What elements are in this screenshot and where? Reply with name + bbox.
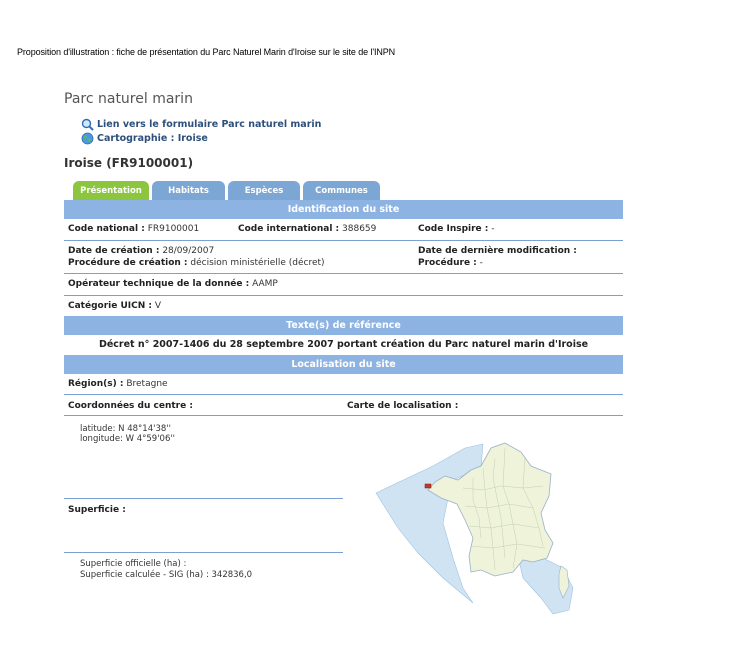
cartographie-link-label[interactable]: Cartographie : Iroise (97, 133, 208, 144)
page-title: Parc naturel marin (64, 91, 193, 107)
region-row (64, 374, 623, 395)
region: Région(s) : Bretagne (68, 379, 168, 389)
codes-row (64, 219, 623, 241)
divider (64, 552, 343, 553)
operateur-row (64, 274, 623, 296)
coords-label: Coordonnées du centre : (68, 401, 193, 411)
date-creation: Date de création : 28/09/2007 (68, 246, 215, 256)
reference-text: Décret n° 2007-1406 du 28 septembre 2007 portant création du Parc naturel marin d'Iroise (98, 339, 589, 350)
tab-especes[interactable]: Espèces (228, 181, 300, 200)
date-modification: Date de dernière modification : (418, 246, 577, 256)
procedure-creation: Procédure de création : décision ministérielle (décret) (68, 258, 325, 268)
site-title: Iroise (FR9100001) (64, 156, 194, 170)
longitude: longitude: W 4°59'06'' (80, 434, 176, 444)
tab-bar (73, 181, 380, 200)
dates-row (64, 241, 623, 274)
reference-header: Texte(s) de référence (64, 316, 623, 335)
categorie-uicn: Catégorie UICN : V (68, 301, 162, 311)
uicn-row (64, 296, 623, 316)
search-icon (81, 118, 94, 131)
code-national: Code national : FR9100001 (68, 224, 200, 234)
reference-row (64, 335, 623, 355)
identification-header: Identification du site (64, 200, 623, 219)
formulaire-link[interactable] (81, 118, 321, 131)
superficie-officielle: Superficie officielle (ha) : (80, 559, 187, 569)
formulaire-link-label[interactable]: Lien vers le formulaire Parc naturel marin (97, 119, 322, 130)
coordinates-block (80, 424, 175, 444)
localisation-map (373, 438, 593, 622)
operateur: Opérateur technique de la donnée : AAMP (68, 279, 278, 289)
tab-presentation[interactable]: Présentation (73, 181, 149, 200)
divider (64, 498, 343, 499)
illustration-caption: Proposition d'illustration : fiche de présentation du Parc Naturel Marin d'Iroise sur le site de l'INPN (17, 47, 396, 57)
localisation-header: Localisation du site (64, 355, 623, 374)
iroise-marker (425, 484, 431, 488)
superficie-calculee: Superficie calculée - SIG (ha) : 342836,0 (80, 570, 253, 580)
superficie-label: Superficie : (68, 505, 126, 515)
code-international: Code international : 388659 (238, 224, 377, 234)
tab-habitats[interactable]: Habitats (152, 181, 225, 200)
code-inspire: Code Inspire : - (418, 224, 495, 234)
superficie-block (80, 559, 252, 581)
site-details-panel (64, 200, 623, 416)
procedure: Procédure : - (418, 258, 483, 268)
cartographie-link[interactable] (81, 132, 208, 145)
globe-icon (81, 132, 94, 145)
latitude: latitude: N 48°14'38'' (80, 424, 171, 434)
tab-communes[interactable]: Communes (303, 181, 380, 200)
map-label: Carte de localisation : (347, 401, 459, 411)
coords-header-row (64, 395, 623, 416)
